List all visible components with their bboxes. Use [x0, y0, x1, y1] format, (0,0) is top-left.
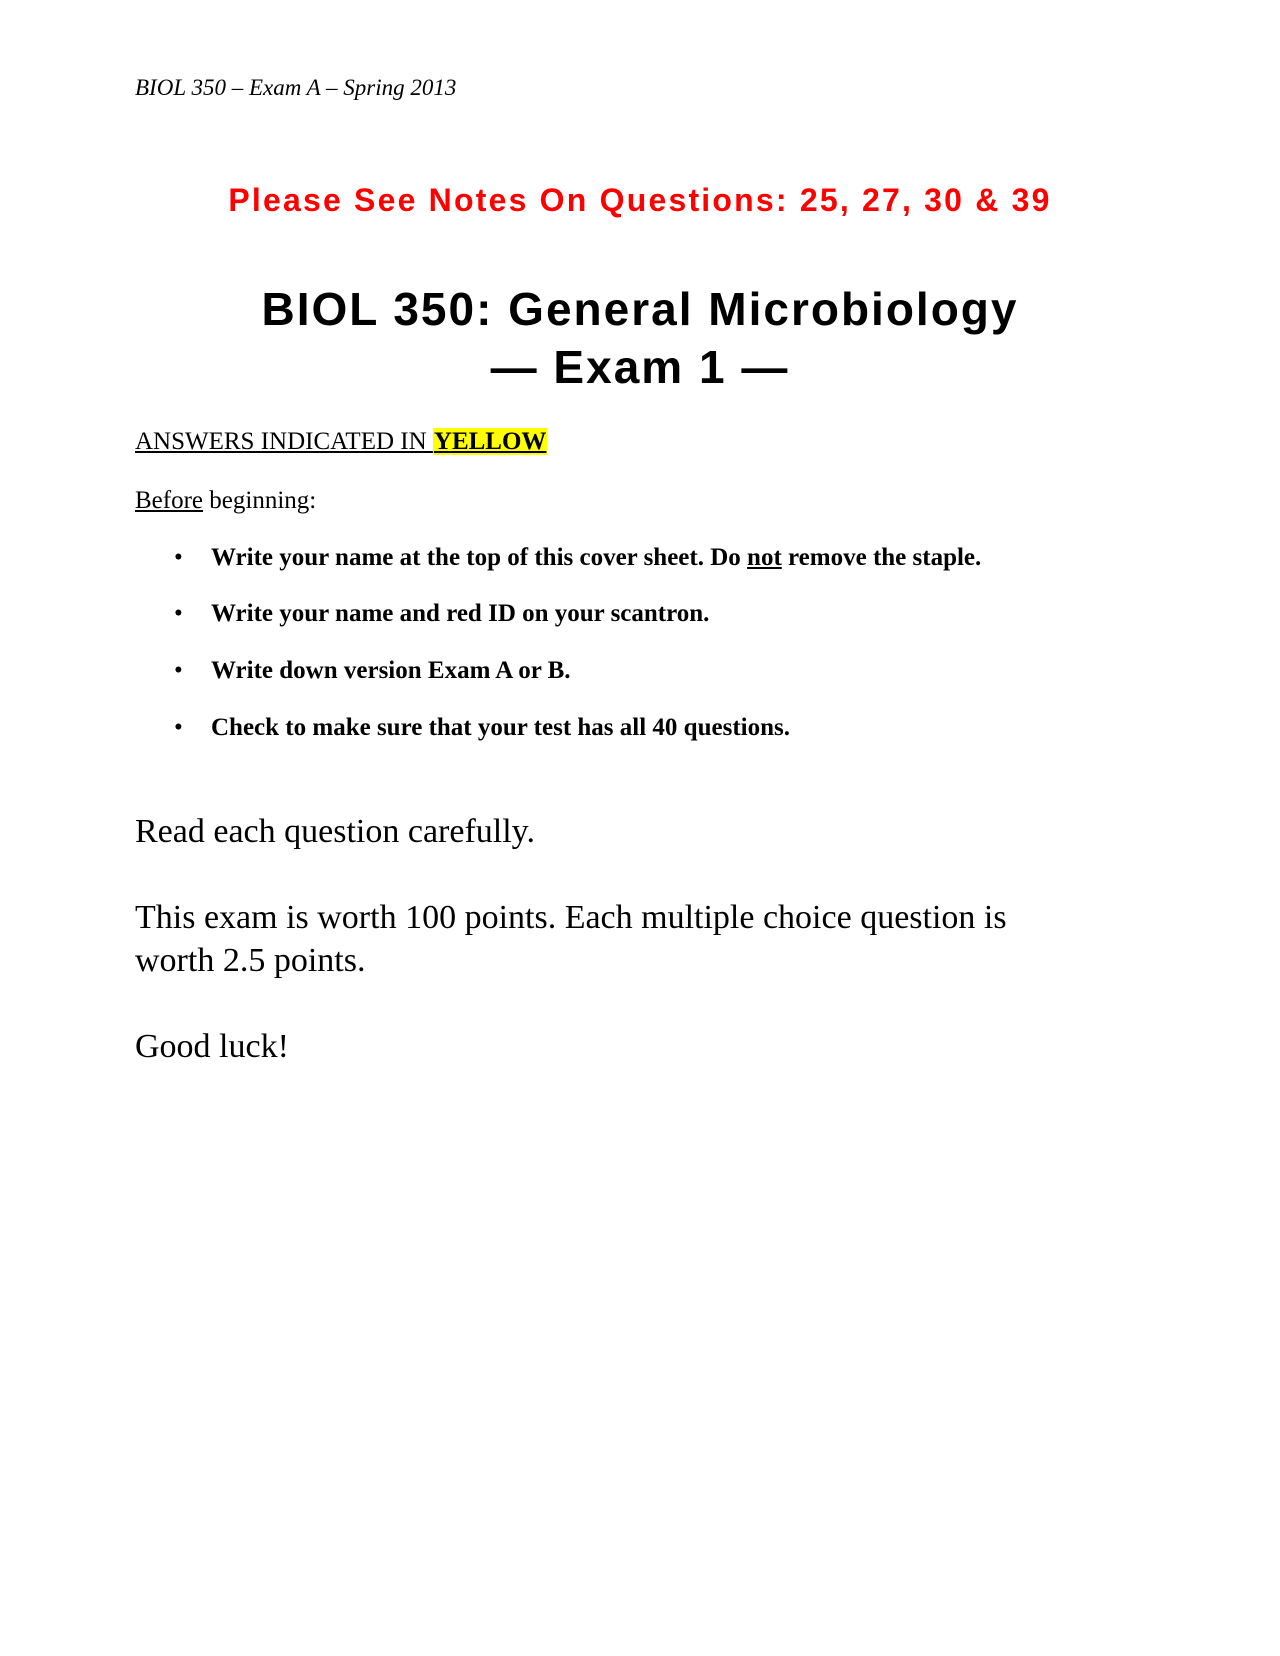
instruction-text: [211, 540, 981, 576]
exam-title: [0, 280, 1280, 396]
instruction-item: [0, 653, 1280, 689]
notes-banner: Please See Notes On Questions: 25, 27, 30 & 39: [228, 182, 1052, 218]
bullet-icon: •: [174, 600, 183, 627]
answers-highlight-word: YELLOW: [433, 428, 547, 455]
points-paragraph-line-2: worth 2.5 points.: [135, 942, 366, 979]
bullet-icon: •: [174, 544, 183, 571]
running-header: BIOL 350 – Exam A – Spring 2013: [135, 75, 457, 100]
instruction-item: [0, 710, 1280, 746]
before-beginning-heading: [135, 485, 316, 517]
answers-note: [135, 426, 547, 458]
bullet-icon: •: [174, 657, 183, 684]
instruction-text: Write your name and red ID on your scantron.: [211, 600, 710, 627]
before-rest: beginning:: [203, 487, 317, 514]
instruction-text: Check to make sure that your test has all 40 questions.: [211, 714, 790, 741]
instruction-text: Write down version Exam A or B.: [211, 657, 571, 684]
exam-title-line-1: BIOL 350: General Microbiology: [261, 283, 1019, 335]
instruction-text-pre: Write your name at the top of this cover sheet. Do: [211, 544, 748, 571]
before-underlined-word: Before: [135, 487, 204, 514]
good-luck-paragraph: Good luck!: [135, 1028, 289, 1065]
instruction-text-underlined: not: [747, 544, 782, 571]
instruction-item: [0, 596, 1280, 632]
instruction-item: [0, 540, 1280, 576]
instruction-text-post: remove the staple.: [781, 544, 982, 571]
answers-note-prefix: ANSWERS INDICATED IN: [135, 428, 433, 455]
points-paragraph-line-1: This exam is worth 100 points. Each multiple choice question is: [135, 899, 1007, 936]
read-carefully-paragraph: Read each question carefully.: [135, 813, 535, 850]
bullet-icon: •: [174, 714, 183, 741]
exam-title-line-2: — Exam 1 —: [490, 341, 790, 393]
